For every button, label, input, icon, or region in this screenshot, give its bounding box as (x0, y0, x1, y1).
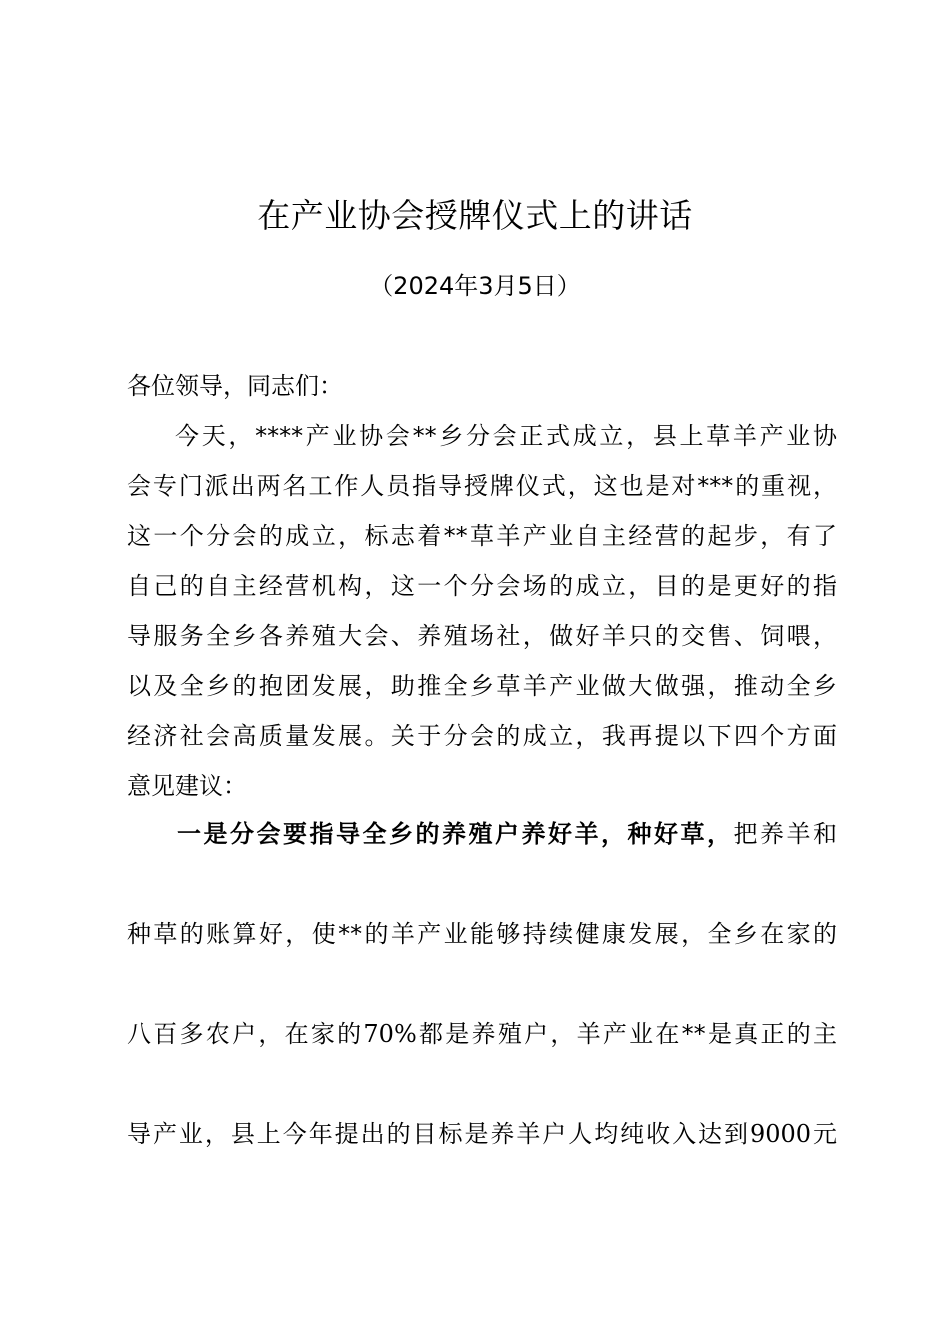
document-title: 在产业协会授牌仪式上的讲话 (257, 196, 693, 235)
paragraph-line: 导服务全乡各养殖大会、养殖场社，做好羊只的交售、饲喂， (127, 622, 837, 650)
paragraph-text: 导产业，县上今年提出的目标是养羊户人均纯收入达到 (127, 1120, 750, 1148)
paragraph-line: 会专门派出两名工作人员指导授牌仪式，这也是对***的重视， (127, 472, 837, 500)
paragraph-line: 种草的账算好，使**的羊产业能够持续健康发展，全乡在家的 (127, 920, 837, 948)
paragraph-line: 今天，****产业协会**乡分会正式成立，县上草羊产业协 (175, 422, 837, 450)
paragraph-line: 经济社会高质量发展。关于分会的成立，我再提以下四个方面 (127, 722, 837, 750)
paragraph-text: 都是养殖户，羊产业在**是真正的主 (416, 1020, 838, 1048)
bold-lead-text: 一是分会要指导全乡的养殖户养好羊，种好草， (177, 820, 734, 848)
paragraph-line (127, 1016, 837, 1052)
paragraph-line: 这一个分会的成立，标志着**草羊产业自主经营的起步，有了 (127, 522, 837, 550)
paragraph-text: 元 (811, 1120, 838, 1148)
salutation: 各位领导，同志们： (127, 372, 343, 400)
paragraph-text: 把养羊和 (733, 820, 837, 848)
paragraph-line (127, 1116, 837, 1152)
paragraph-line: 自己的自主经营机构，这一个分会场的成立，目的是更好的指 (127, 572, 837, 600)
percentage-value: 70% (363, 1020, 417, 1048)
document-date: （2024年3月5日） (369, 272, 581, 300)
income-value: 9000 (749, 1120, 812, 1148)
paragraph-line (177, 816, 837, 852)
paragraph-text: 八百多农户，在家的 (127, 1020, 364, 1048)
paragraph-line: 意见建议： (127, 772, 247, 800)
paragraph-line: 以及全乡的抱团发展，助推全乡草羊产业做大做强，推动全乡 (127, 672, 837, 700)
